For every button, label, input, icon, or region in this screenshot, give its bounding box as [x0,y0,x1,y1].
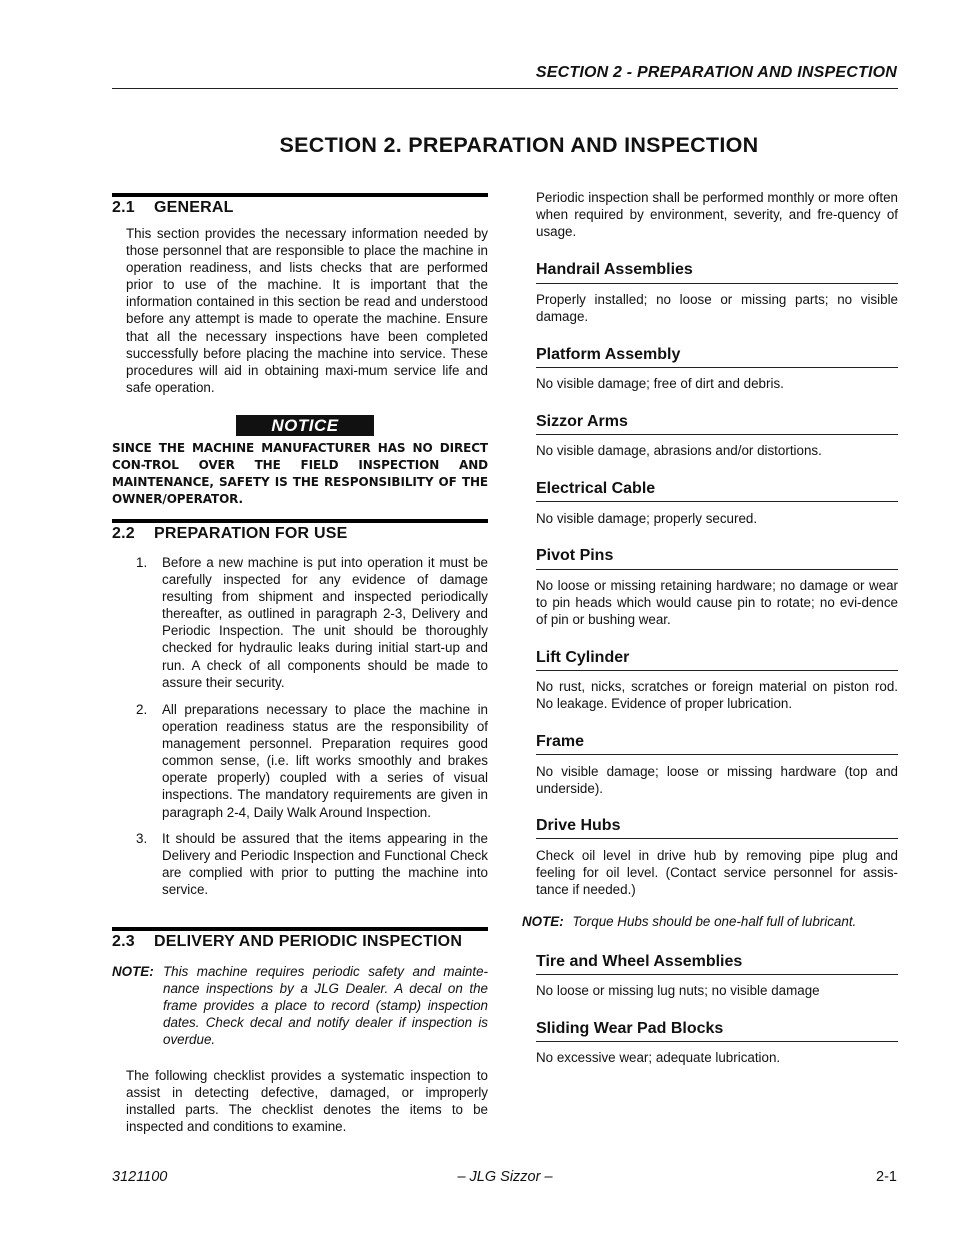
checklist-rule [536,501,898,502]
page-title: SECTION 2. PREPARATION AND INSPECTION [279,133,759,157]
checklist-rule [536,283,898,284]
checklist-heading: Frame [536,733,585,750]
list-number: 2. [136,702,148,717]
checklist-rule [536,367,898,368]
checklist-rule [536,670,898,671]
periodic-intro: Periodic inspection shall be performed monthly or more often when required by environment, severity, and fre-quency of usage. [536,190,898,240]
general-paragraph: This section provides the necessary information needed by those personnel that are responsible to place the machine in operation readiness, and lists checks that are performed prior to use of the machine. It is important that the information contained in this section be read and understood before any attempt is made to operate the machine. Ensure that all the necessary inspections have been completed successfully before placing the machine into service. These procedures will aid in obtaining maxi-mum service life and safe operation. [126,226,488,395]
checklist-text: No loose or missing lug nuts; no visible damage [536,983,820,998]
list-number: 3. [136,831,148,846]
footer-page-number: 2-1 [876,1169,897,1185]
list-number: 1. [136,555,148,570]
checklist-rule [536,569,898,570]
note-text: This machine requires periodic safety and mainte-nance inspections by a JLG Dealer. A decal on the frame provides a place to record (stamp) inspection dates. Check decal and notify dealer if inspection is overdue. [163,964,488,1048]
checklist-text: Properly installed; no loose or missing parts; no visible damage. [536,292,898,325]
checklist-text: No visible damage; free of dirt and debris. [536,376,784,391]
section-rule-preparation [112,519,488,523]
checklist-text: No visible damage, abrasions and/or distortions. [536,443,822,458]
section-title: DELIVERY AND PERIODIC INSPECTION [154,933,463,950]
section-heading-delivery [112,933,488,951]
checklist-heading: Tire and Wheel Assemblies [536,953,743,970]
checklist-text: Check oil level in drive hub by removing pipe plug and feeling for oil level. (Contact service personnel for assis-tance if needed.) [536,848,898,898]
checklist-rule [536,754,898,755]
section-number: 2.3 [112,933,135,950]
list-item [136,701,488,821]
checklist-rule [536,1041,898,1042]
section-rule-delivery [112,927,488,931]
checklist-heading: Drive Hubs [536,817,621,834]
section-heading-general [112,199,488,217]
checklist-heading: Sizzor Arms [536,413,628,430]
checklist-heading: Lift Cylinder [536,649,630,666]
list-item [136,830,488,898]
checklist-heading: Electrical Cable [536,480,656,497]
notice-text: SINCE THE MACHINE MANUFACTURER HAS NO DIRECT CON-TROL OVER THE FIELD INSPECTION AND MAINTENANCE, SAFETY IS THE RESPONSIBILITY OF THE OWNER/OPERATOR. [112,441,488,506]
list-text: All preparations necessary to place the machine in operation readiness status are the responsibility of management personnel. Preparation requires good common sense, (i.e. lift works smoothly and brakes operate properly) coupled with a series of visual inspections. The mandatory requirements are given in paragraph 2-4, Daily Walk Around Inspection. [162,702,488,820]
note-label: NOTE: [522,914,564,929]
checklist-text: No visible damage; loose or missing hardware (top and underside). [536,764,898,797]
checklist-heading: Platform Assembly [536,346,681,363]
section-rule-general [112,193,488,197]
checklist-text: No rust, nicks, scratches or foreign material on piston rod. No leakage. Evidence of proper lubrication. [536,679,898,712]
checklist-heading: Handrail Assemblies [536,261,693,278]
footer-doc-number: 3121100 [112,1169,168,1185]
hub-note [522,913,898,930]
section-heading-preparation [112,525,488,543]
checklist-rule [536,974,898,975]
checklist-heading: Sliding Wear Pad Blocks [536,1020,724,1037]
checklist-rule [536,838,898,839]
footer-title: – JLG Sizzor – [457,1169,553,1185]
checklist-text: No excessive wear; adequate lubrication. [536,1050,781,1065]
section-number: 2.1 [112,199,135,216]
running-head: SECTION 2 - PREPARATION AND INSPECTION [535,64,897,81]
note-text: Torque Hubs should be one-half full of lubricant. [572,914,857,929]
delivery-note [112,963,488,1048]
checklist-heading: Pivot Pins [536,547,614,564]
checklist-text: No loose or missing retaining hardware; no damage or wear to pin heads which would cause pin to rotate; no evi-dence of pin or bushing wear. [536,578,898,628]
section-title: GENERAL [154,199,234,216]
notice-badge: NOTICE [236,415,374,436]
list-text: Before a new machine is put into operation it must be carefully inspected for any evidence of damage resulting from shipment and inspected periodically thereafter, as outlined in paragraph 2-3, Delivery and Periodic Inspection. The unit should be thoroughly checked for hydraulic leaks during initial start-up and run. A check of all components should be made to assure their security. [162,555,488,690]
delivery-paragraph: The following checklist provides a systematic inspection to assist in detecting defective, damaged, or improperly installed parts. The checklist denotes the items to be inspected and conditions to examine. [126,1068,488,1135]
section-title: PREPARATION FOR USE [154,525,348,542]
header-rule [112,88,898,89]
checklist-rule [536,434,898,435]
list-item [136,554,488,691]
section-number: 2.2 [112,525,135,542]
list-text: It should be assured that the items appearing in the Delivery and Periodic Inspection and Functional Check are complied with prior to putting the machine into service. [162,831,488,898]
checklist-text: No visible damage; properly secured. [536,511,758,526]
note-label: NOTE: [112,964,154,979]
